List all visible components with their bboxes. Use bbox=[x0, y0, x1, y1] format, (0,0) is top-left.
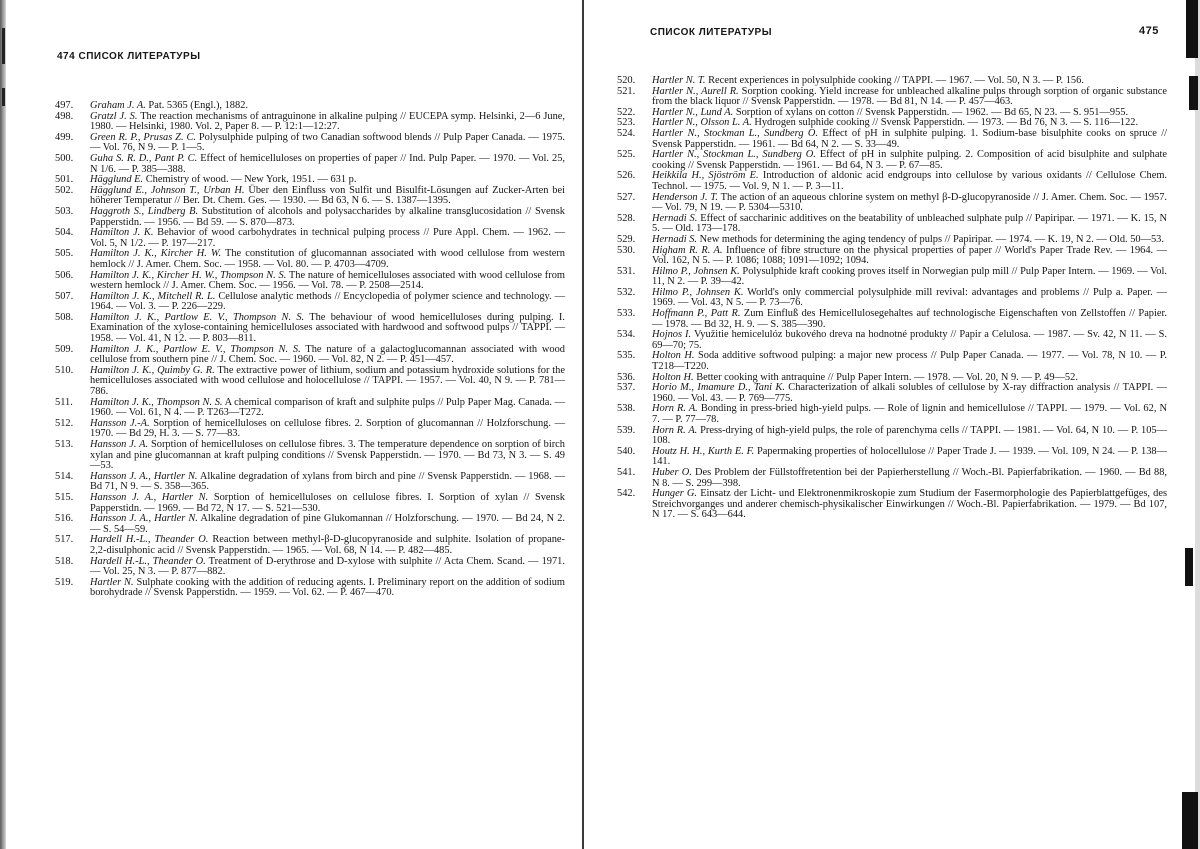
reference-entry bbox=[55, 557, 565, 578]
reference-entry bbox=[55, 154, 565, 175]
reference-text: The extractive power of lithium, sodium and potassium hydroxide solutions for the hemicelluloses associated with wood cellulose and holocellulose // TAPPI. — 1957. — Vol. 40, N 9. — P. 781—786. bbox=[90, 364, 565, 398]
running-title: СПИСОК ЛИТЕРАТУРЫ bbox=[650, 27, 773, 38]
reference-number: 512. bbox=[55, 417, 74, 429]
reference-authors: Hartler N., Stockman L., Sundberg O. bbox=[652, 127, 818, 139]
scan-edge-left bbox=[0, 0, 6, 849]
reference-number: 498. bbox=[55, 110, 74, 122]
reference-entry bbox=[55, 313, 565, 345]
reference-authors: Hartler N. T. bbox=[652, 75, 706, 86]
scan-mark bbox=[1182, 792, 1198, 849]
reference-entry bbox=[617, 351, 1167, 372]
reference-authors: Holton H. bbox=[652, 371, 694, 383]
scan-mark bbox=[1185, 548, 1193, 586]
reference-text: Substitution of alcohols and polysaccharides by alkaline transglucosidation // Svensk Papperstidn. — 1956. — Bd 59. — S. 870—873. bbox=[90, 205, 565, 228]
reference-number: 500. bbox=[55, 152, 74, 164]
reference-number: 541. bbox=[617, 466, 636, 478]
reference-authors: Holton H. bbox=[652, 350, 695, 362]
reference-entry bbox=[55, 345, 565, 366]
reference-number: 532. bbox=[617, 286, 636, 298]
reference-text: Introduction of aldonic acid endgroups into cellulose by various oxidants // Cellulose Chem. Technol. — 1975. — Vol. 9, N 1. — P. 3—11. bbox=[652, 170, 1167, 192]
reference-entry bbox=[617, 288, 1167, 309]
reference-entry bbox=[617, 246, 1167, 267]
reference-number: 502. bbox=[55, 184, 74, 196]
page-number: 474 bbox=[57, 51, 76, 62]
reference-entry bbox=[617, 468, 1167, 489]
reference-text: Sorption cooking. Yield increase for unbleached alkaline pulps through sorption of organic substance from the black liquor // Svensk Papperstidn. — 1978. — Bd 81, N 14. — P. 457—463. bbox=[652, 85, 1167, 108]
reference-text: The constitution of glucomannan associated with wood cellulose from western hemlock // J. Amer. Chem. Soc. — 1958. — Vol. 80. — P. 4703—4709. bbox=[90, 248, 565, 270]
reference-authors: Gratzl J. S. bbox=[90, 110, 138, 122]
reference-entry bbox=[55, 186, 565, 207]
reference-text: Sorption of xylans on cotton // Svensk Papperstidn. — 1962. — Bd 65, N 23. — S. 951—955. bbox=[735, 106, 1129, 118]
reference-text: Alkaline degradation of xylans from birch and pine // Svensk Papperstidn. — 1968. — Bd 71, N 9. — S. 358—365. bbox=[90, 470, 565, 493]
reference-text: Effect of pH in sulphite pulping. 2. Composition of acid bisulphite and sulphate cooking // Svensk Papperstidn. — 1961. — Bd 64, N 3. — P. 67—85. bbox=[652, 149, 1167, 171]
reference-number: 518. bbox=[55, 555, 74, 567]
reference-entry bbox=[617, 129, 1167, 150]
reference-text: Recent experiences in polysulphide cooking // TAPPI. — 1967. — Vol. 50, N 3. — P. 156. bbox=[708, 75, 1084, 86]
reference-entry bbox=[55, 228, 565, 249]
scan-mark bbox=[2, 28, 5, 64]
reference-entry bbox=[55, 366, 565, 398]
reference-text: Press-drying of high-yield pulps, the role of parenchyma cells // TAPPI. — 1981. — Vol. 64, N 10. — P. 105—108. bbox=[652, 424, 1167, 447]
reference-authors: Houtz H. H., Kurth E. F. bbox=[652, 445, 755, 457]
reference-text: Über den Einfluss von Sulfit und Bisulfit-Lösungen auf Zucker-Arten bei höherer Temperatur // Ber. Dt. Chem. Ges. — 1930. — Bd 63, N 6. — S. 1387—1395. bbox=[90, 184, 565, 207]
reference-entry bbox=[55, 514, 565, 535]
reference-authors: Hägglund E., Johnson T., Urban H. bbox=[90, 184, 245, 196]
reference-entry bbox=[55, 578, 565, 599]
reference-text: Pat. 5365 (Engl.), 1882. bbox=[148, 100, 248, 111]
running-header bbox=[57, 51, 200, 62]
reference-number: 503. bbox=[55, 205, 74, 217]
reference-entry bbox=[55, 249, 565, 270]
reference-authors: Haggroth S., Lindberg B. bbox=[90, 205, 199, 217]
reference-authors: Hamilton J. K., Kircher H. W. bbox=[90, 248, 222, 260]
reference-number: 515. bbox=[55, 491, 74, 503]
reference-authors: Hernadi S. bbox=[652, 233, 698, 245]
reference-text: Treatment of D-erythrose and D-xylose with sulphite // Acta Chem. Scand. — 1971. — Vol. 25, N 3. — P. 877—882. bbox=[90, 555, 565, 578]
reference-number: 521. bbox=[617, 85, 636, 97]
reference-number: 516. bbox=[55, 513, 74, 525]
reference-authors: Hamilton J. K., Kircher H. W., Thompson N. S. bbox=[90, 269, 287, 281]
reference-authors: Hunger G. bbox=[652, 488, 698, 500]
reference-entry bbox=[55, 133, 565, 154]
reference-text: Effect of saccharinic additives on the beatability of unbleached sulphate pulp // Papiripar. — 1971. — K. 15, N 5. — Old. 173—178. bbox=[652, 212, 1167, 235]
reference-authors: Hamilton J. K., Partlow E. V., Thompson N. S. bbox=[90, 343, 301, 355]
reference-text: Sorption of hemicelluloses on cellulose fibres. I. Sorption of xylan // Svensk Papperstidn. — 1969. — Bd 72, N 17. — S. 521—530. bbox=[90, 491, 565, 514]
reference-number: 499. bbox=[55, 131, 74, 143]
reference-authors: Hansson J.-A. bbox=[90, 417, 150, 429]
reference-number: 517. bbox=[55, 534, 74, 546]
reference-text: Cellulose analytic methods // Encyclopedia of polymer science and technology. — 1964. — Vol. 3. — P. 226—229. bbox=[90, 290, 565, 313]
reference-entry bbox=[55, 419, 565, 440]
reference-list bbox=[55, 101, 565, 599]
reference-text: Alkaline degradation of pine Glukomannan // Holzforschung. — 1970. — Bd 24, N 2. — S. 54—59. bbox=[90, 513, 565, 535]
left-page bbox=[55, 0, 565, 849]
reference-entry bbox=[55, 292, 565, 313]
reference-text: New methods for determining the aging tendency of pulps // Papiripar. — 1974. — K. 19, N 2. — Old. 50—53. bbox=[699, 233, 1164, 245]
reference-authors: Horn R. A. bbox=[652, 424, 698, 436]
reference-number: 519. bbox=[55, 576, 74, 588]
reference-authors: Hilmo P., Johnsen K. bbox=[652, 265, 740, 277]
reference-number: 522. bbox=[617, 106, 636, 118]
reference-number: 527. bbox=[617, 191, 636, 203]
reference-number: 505. bbox=[55, 248, 74, 260]
reference-text: Influence of fibre structure on the physical properties of paper // World's Paper Trade Rev. — 1964. — Vol. 162, N 5. — P. 1086; 1088; 1091—1092; 1094. bbox=[652, 244, 1167, 267]
reference-authors: Horn R. A. bbox=[652, 403, 698, 415]
reference-text: The nature of a galactoglucomannan associated with wood cellulose from southern pine // J. Chem. Soc. — 1960. — Vol. 82, N 2. — P. 451—457. bbox=[90, 343, 565, 366]
reference-text: The reaction mechanisms of antraguinone in alkaline pulping // EUCEPA symp. Helsinki, 2—6 June, 1980. — Helsinki, 1980. Vol. 2, Paper 8. — P. 12:1—12:27. bbox=[90, 110, 565, 133]
reference-authors: Hartler N., Stockman L., Sundberg O. bbox=[652, 149, 816, 161]
reference-entry bbox=[55, 271, 565, 292]
scan-mark bbox=[2, 88, 5, 106]
reference-text: Využitie hemicelulóz bukového dreva na hodnotné produkty // Papir a Celulosa. — 1987. — Sv. 42, N 11. — S. 69—70; 75. bbox=[652, 329, 1167, 351]
reference-number: 533. bbox=[617, 308, 636, 320]
reference-authors: Hamilton J. K. bbox=[90, 227, 154, 239]
reference-number: 504. bbox=[55, 227, 74, 239]
reference-authors: Hartler N. bbox=[90, 576, 134, 588]
reference-number: 514. bbox=[55, 470, 74, 482]
reference-entry bbox=[55, 535, 565, 556]
reference-authors: Hägglund E. bbox=[90, 174, 144, 186]
reference-authors: Hansson J. A., Hartler N. bbox=[90, 513, 198, 525]
page-number: 475 bbox=[1139, 25, 1159, 37]
reference-text: Zum Einfluß des Hemicellulosegehaltes auf technologische Eigenschaften von Zellstoffen // Papier. — 1978. — Bd 32, H. 9. — S. 385—390. bbox=[652, 308, 1167, 330]
reference-number: 531. bbox=[617, 265, 636, 277]
reference-text: Chemistry of wood. — New York, 1951. — 631 p. bbox=[145, 174, 357, 186]
reference-list bbox=[617, 76, 1167, 521]
reference-entry bbox=[55, 398, 565, 419]
reference-authors: Guha S. R. D., Pant P. C. bbox=[90, 152, 198, 164]
reference-text: Effect of hemicelluloses on properties of paper // Ind. Pulp Paper. — 1970. — Vol. 25, N 1/6. — P. 385—388. bbox=[90, 152, 566, 175]
reference-number: 539. bbox=[617, 424, 636, 436]
reference-authors: Henderson J. T. bbox=[652, 191, 719, 203]
reference-authors: Hartler N., Lund A. bbox=[652, 106, 734, 118]
reference-number: 529. bbox=[617, 233, 636, 245]
reference-text: Sulphate cooking with the addition of reducing agents. I. Preliminary report on the addition of sodium borohydrade // Svensk Papperstidn. — 1959. — Vol. 62. — P. 467—470. bbox=[90, 576, 565, 599]
reference-number: 513. bbox=[55, 439, 74, 450]
reference-authors: Hansson J. A. bbox=[90, 439, 149, 450]
reference-text: Behavior of wood carbohydrates in technical pulping process // Pure Appl. Chem. — 1962. — Vol. 5, N 1/2. — P. 197—217. bbox=[90, 227, 565, 249]
reference-number: 523. bbox=[617, 117, 636, 129]
reference-authors: Hernadi S. bbox=[652, 212, 698, 224]
reference-authors: Hilmo P., Johnsen K. bbox=[652, 286, 744, 298]
reference-text: Einsatz der Licht- und Elektronenmikroskopie zum Studium der Fasermorphologie des Papierblattgefüges, des Streichvorganges und anderer chemisch-physikalischer Einwirkungen // Woch.-Bl. Papierfabrikation. — 1979. — Bd 107, N 17. — S. 643—644. bbox=[652, 488, 1167, 521]
reference-number: 509. bbox=[55, 343, 74, 355]
reference-authors: Hartler N., Aurell R. bbox=[652, 85, 739, 97]
scan-edge-right bbox=[1195, 0, 1200, 849]
reference-authors: Hardell H.-L., Theander O. bbox=[90, 555, 206, 567]
reference-number: 508. bbox=[55, 311, 74, 323]
reference-authors: Hamilton J. K., Partlow E. V., Thompson N. S. bbox=[90, 311, 305, 323]
reference-authors: Hansson J. A., Hartler N. bbox=[90, 491, 209, 503]
reference-entry bbox=[55, 112, 565, 133]
reference-number: 538. bbox=[617, 403, 636, 415]
reference-number: 530. bbox=[617, 244, 636, 256]
reference-authors: Hojnos I. bbox=[652, 329, 692, 341]
reference-text: Polysulphide pulping of two Canadian softwood blends // Pulp Paper Canada. — 1975. — Vol. 76, N 9. — P. 1—5. bbox=[90, 131, 565, 154]
reference-entry bbox=[617, 309, 1167, 330]
reference-authors: Huber O. bbox=[652, 466, 692, 478]
reference-text: Bonding in press-bried high-yield pulps. — Role of lignin and hemicellulose // TAPPI. — 1979. — Vol. 62, N 7. — P. 77—78. bbox=[652, 403, 1167, 425]
reference-text: Polysulphide kraft cooking proves itself in Norwegian pulp mill // Pulp Paper Intern. — 1969. — Vol. 11, N 2. — P. 39—42. bbox=[652, 265, 1167, 288]
reference-number: 507. bbox=[55, 290, 74, 302]
reference-number: 535. bbox=[617, 350, 636, 362]
reference-text: The nature of hemicelluloses associated with wood cellulose from western hemlock // J. Amer. Chem. Soc. — 1956. — Vol. 78. — P. 2508—2514. bbox=[90, 269, 565, 292]
reference-authors: Hamilton J. K., Mitchell R. L. bbox=[90, 290, 216, 302]
reference-entry bbox=[617, 150, 1167, 171]
reference-text: The action of an aqueous chlorine system on methyl β-D-glucopyranoside // J. Amer. Chem. Soc. — 1957. — Vol. 79, N 19. — P. 5304—5310. bbox=[652, 191, 1167, 214]
reference-authors: Green R. P., Prusas Z. C. bbox=[90, 131, 196, 143]
reference-text: Better cooking with antraquine // Pulp Paper Intern. — 1978. — Vol. 20, N 9. — P. 49—52. bbox=[696, 371, 1078, 383]
reference-authors: Heikkila H., Sjöström E. bbox=[652, 170, 759, 182]
reference-text: Characterization of alkali solubles of cellulose by X-ray diffraction analysis // TAPPI. — 1960. — Vol. 43. — P. 769—775. bbox=[652, 382, 1167, 404]
reference-number: 526. bbox=[617, 170, 636, 182]
reference-entry bbox=[617, 383, 1167, 404]
reference-authors: Hamilton J. K., Quimby G. R. bbox=[90, 364, 215, 376]
reference-number: 506. bbox=[55, 269, 74, 281]
reference-authors: Higham R. R. A. bbox=[652, 244, 723, 256]
running-header bbox=[650, 27, 772, 38]
reference-text: Sorption of hemicelluloses on cellulose fibres. 2. Sorption of glucomannan // Holzforschung. — 1970. — Bd 29, H. 3. — S. 77—83. bbox=[90, 417, 565, 440]
reference-text: Reaction between methyl-β-D-glucopyranoside and sulphite. Isolation of propane-2,2-disulphonic acid // Svensk Papperstidn. — 1965. — Vol. 68, N 14. — P. 482—485. bbox=[90, 534, 565, 556]
reference-text: Soda additive softwood pulping: a major new process // Pulp Paper Canada. — 1977. — Vol. 78, N 10. — P. T218—T220. bbox=[652, 350, 1167, 373]
reference-text: Sorption of hemicelluloses on cellulose fibres. 3. The temperature dependence on sorption of birch xylan and pine glucomannan at kraft pulping conditions // Svensk Papperstidn. — 1970. — Bd 73, N 3. — S. 49—53. bbox=[90, 439, 565, 472]
running-title: СПИСОК ЛИТЕРАТУРЫ bbox=[78, 51, 201, 62]
reference-number: 536. bbox=[617, 371, 636, 383]
reference-entry bbox=[617, 214, 1167, 235]
reference-number: 510. bbox=[55, 364, 74, 376]
reference-authors: Hoffmann P., Patt R. bbox=[652, 308, 741, 320]
reference-entry bbox=[55, 440, 565, 472]
reference-entry bbox=[617, 193, 1167, 214]
reference-entry bbox=[617, 267, 1167, 288]
reference-entry bbox=[617, 404, 1167, 425]
reference-authors: Hamilton J. K., Thompson N. S. bbox=[90, 396, 223, 408]
reference-text: A chemical comparison of kraft and sulphite pulps // Pulp Paper Mag. Canada. — 1960. — Vol. 61, N 4. — P. T263—T272. bbox=[90, 396, 565, 419]
reference-text: The behaviour of wood hemicelluloses during pulping. I. Examination of the xylose-containing hemicelluloses associated with hardwood and softwood pulps // TAPPI. — 1958. — Vol. 41, N 12. — P. 803—811. bbox=[90, 311, 565, 345]
reference-text: Hydrogen sulphide cooking // Svensk Papperstidn. — 1973. — Bd 76, N 3. — S. 116—122. bbox=[754, 117, 1139, 129]
reference-entry bbox=[617, 447, 1167, 468]
reference-authors: Hartler N., Olsson L. A. bbox=[652, 117, 752, 129]
scan-mark bbox=[1189, 76, 1198, 110]
reference-text: Effect of pH in sulphite pulping. 1. Sodium-base bisulphite cooks on spruce // Svensk Papperstidn. — 1961. — Bd 64, N 2. — S. 33—49. bbox=[652, 127, 1168, 150]
reference-entry bbox=[55, 493, 565, 514]
reference-number: 501. bbox=[55, 174, 74, 186]
reference-number: 534. bbox=[617, 329, 636, 341]
reference-number: 520. bbox=[617, 75, 636, 86]
reference-authors: Graham J. A. bbox=[90, 100, 146, 111]
reference-entry bbox=[617, 87, 1167, 108]
reference-number: 497. bbox=[55, 100, 74, 111]
reference-number: 511. bbox=[55, 396, 73, 408]
reference-entry bbox=[617, 171, 1167, 192]
reference-entry bbox=[55, 207, 565, 228]
book-gutter bbox=[582, 0, 584, 849]
reference-number: 540. bbox=[617, 445, 636, 457]
reference-number: 525. bbox=[617, 149, 636, 161]
reference-authors: Hardell H.-L., Theander O. bbox=[90, 534, 209, 546]
reference-entry bbox=[617, 426, 1167, 447]
reference-entry bbox=[617, 330, 1167, 351]
reference-number: 537. bbox=[617, 382, 636, 394]
reference-entry bbox=[617, 489, 1167, 521]
reference-number: 542. bbox=[617, 488, 636, 500]
reference-text: Papermaking properties of holocellulose // Paper Trade J. — 1939. — Vol. 109, N 24. — P. 138—141. bbox=[652, 445, 1167, 468]
reference-authors: Horio M., Imamure D., Tani K. bbox=[652, 382, 785, 394]
reference-number: 524. bbox=[617, 127, 636, 139]
right-page bbox=[617, 0, 1167, 849]
reference-entry bbox=[55, 472, 565, 493]
reference-number: 528. bbox=[617, 212, 636, 224]
reference-text: World's only commercial polysulphide mill revival: advantages and problems // Pulp a. Paper. — 1969. — Vol. 43, N 5. — P. 73—76. bbox=[652, 286, 1167, 309]
scan-mark bbox=[1186, 0, 1198, 58]
reference-authors: Hansson J. A., Hartler N. bbox=[90, 470, 198, 482]
reference-text: Des Problem der Füllstoffretention bei der Papierherstellung // Woch.-Bl. Papierfabrikation. — 1960. — Bd 88, N 8. — S. 299—398. bbox=[652, 466, 1167, 489]
